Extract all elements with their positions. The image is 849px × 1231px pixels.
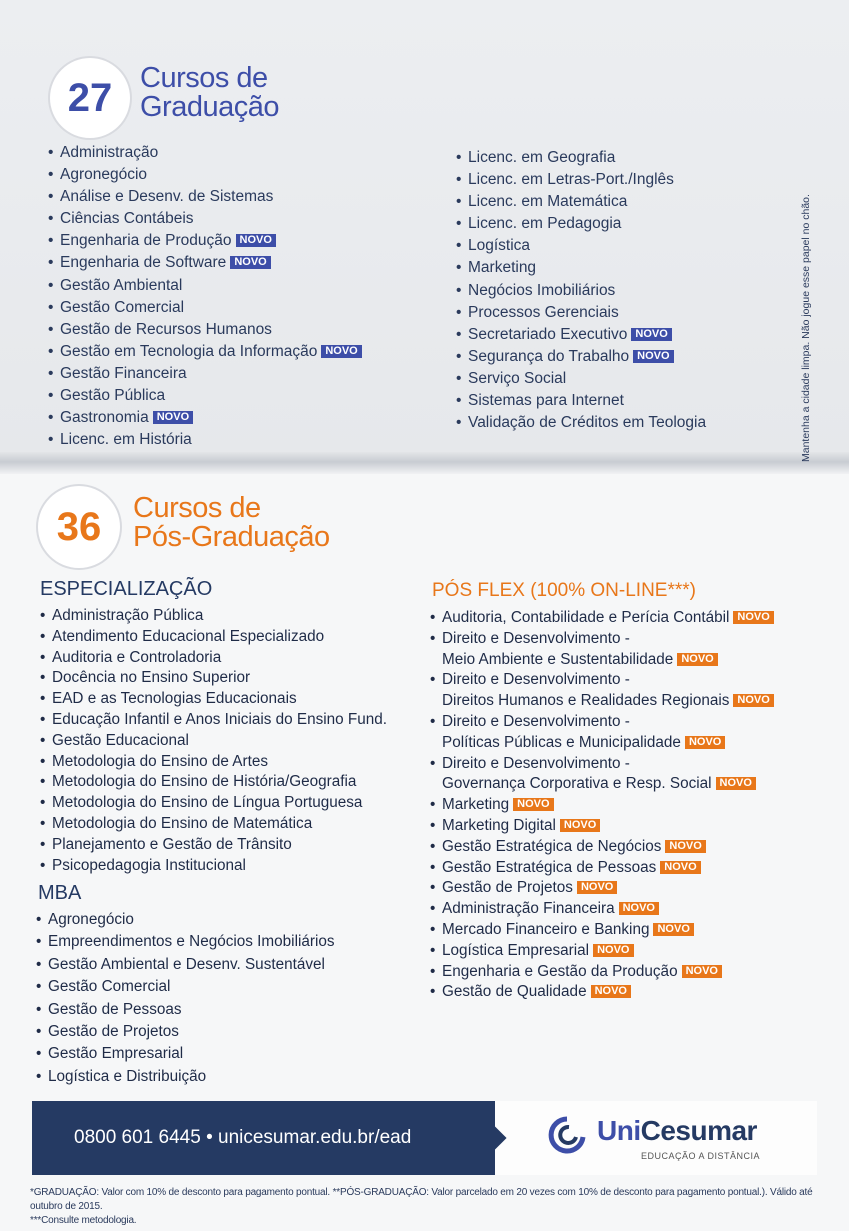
course-label: Políticas Públicas e Municipalidade [442,733,681,751]
course-item-continuation [430,650,774,671]
course-item [456,280,706,302]
especializacao-heading: ESPECIALIZAÇÃO [40,578,213,600]
course-item [456,368,706,390]
course-label: Marketing [442,796,510,814]
graduacao-title-line2: Graduação [140,91,279,123]
footnote-line1: *GRADUAÇÃO: Valor com 10% de desconto para pagamento pontual. **PÓS-GRADUAÇÃO: Valor parcelado em 20 vezes com 10% de desconto para pagamento pontual.). Válido até outubro de 2015. [30,1187,813,1212]
course-label: Licenc. em Letras-Port./Inglês [468,171,674,189]
course-item [430,816,774,837]
course-item [430,670,774,691]
course-item-continuation [430,733,774,754]
course-label: Processos Gerenciais [468,303,619,321]
course-item [456,412,706,434]
course-item: • Atendimento Educacional Especializado [40,627,387,648]
pos-title [133,494,330,552]
course-label: Licenc. em Geografia [468,149,616,166]
course-label: Marketing [468,259,537,277]
pos-flex-heading: PÓS FLEX (100% ON-LINE***) [432,580,696,601]
novo-badge: NOVO [577,881,617,894]
novo-badge: NOVO [236,234,276,247]
course-item [48,319,362,341]
unicesumar-logo-icon [545,1115,591,1155]
course-item [48,252,362,274]
course-item [48,164,362,186]
course-label: Gestão Pública [60,387,166,405]
pos-title-line2: Pós-Graduação [133,521,330,553]
course-label: Engenharia e Gestão da Produção [442,962,678,980]
pos-flex-list [430,608,774,1003]
novo-badge: NOVO [733,611,773,624]
course-item: • Gestão Comercial [36,976,335,998]
course-item [456,324,706,346]
novo-badge: NOVO [560,819,600,832]
course-item [456,235,706,257]
mba-list [36,909,335,1088]
novo-badge: NOVO [682,965,722,978]
novo-badge: NOVO [665,840,705,853]
course-item [430,920,774,941]
course-item: • Planejamento e Gestão de Trânsito [40,835,387,856]
footnote-line2: ***Consulte metodologia. [30,1215,137,1226]
course-item: • EAD e as Tecnologias Educacionais [40,689,387,710]
course-label: Logística Empresarial [442,941,590,959]
novo-badge: NOVO [685,736,725,749]
course-item: • Gestão Educacional [40,731,387,752]
novo-badge: NOVO [591,985,631,998]
course-item [456,191,706,213]
graduacao-list-right [456,147,706,434]
especializacao-list [40,606,387,876]
course-item [430,858,774,879]
course-label: Auditoria, Contabilidade e Perícia Contábil [442,609,730,626]
course-item [48,341,362,363]
course-label: Gestão Estratégica de Pessoas [442,858,657,876]
novo-badge: NOVO [593,944,633,957]
course-item [48,142,362,164]
footer-contact-bar [32,1101,495,1175]
novo-badge: NOVO [321,345,361,358]
unicesumar-logo [545,1113,805,1167]
course-label: Serviço Social [468,369,567,387]
course-label: Direitos Humanos e Realidades Regionais [442,692,730,710]
course-item: • Gestão de Pessoas [36,999,335,1021]
course-label: Análise e Desenv. de Sistemas [60,188,274,206]
pos-title-line1: Cursos de [133,492,261,524]
course-label: Administração Financeira [442,900,615,918]
course-item: • Gestão Empresarial [36,1043,335,1065]
course-item: • Educação Infantil e Anos Iniciais do Ensino Fund. [40,710,387,731]
course-label: Marketing Digital [442,816,556,834]
graduacao-list-left [48,142,362,451]
course-label: Engenharia de Software [60,254,227,272]
course-item [48,230,362,252]
novo-badge: NOVO [677,653,717,666]
course-label: Mercado Financeiro e Banking [442,920,650,938]
course-label: Gestão de Recursos Humanos [60,320,272,338]
course-label: Negócios Imobiliários [468,281,616,299]
course-item [430,629,774,650]
course-label: Gestão Comercial [60,298,185,316]
course-label: Administração [60,144,159,161]
novo-badge: NOVO [230,256,270,269]
course-item [48,407,362,429]
graduacao-count-badge [50,58,130,138]
course-item: • Docência no Ensino Superior [40,668,387,689]
course-label: Gestão Financeira [60,364,187,382]
novo-badge: NOVO [631,328,671,341]
course-item: • Metodologia do Ensino de Língua Portuguesa [40,793,387,814]
footer-contact[interactable]: 0800 601 6445 • unicesumar.edu.br/ead [74,1127,412,1148]
course-item [430,712,774,733]
course-label: Gestão em Tecnologia da Informação [60,342,318,360]
novo-badge: NOVO [153,411,193,424]
course-item [456,257,706,279]
brand-name [597,1115,757,1147]
course-item [456,390,706,412]
course-label: Gestão Estratégica de Negócios [442,837,662,855]
course-item [430,608,774,629]
course-label: Secretariado Executivo [468,325,628,343]
novo-badge: NOVO [716,777,756,790]
course-label: Governança Corporativa e Resp. Social [442,775,712,793]
course-item [456,213,706,235]
course-label: Segurança do Trabalho [468,347,630,365]
graduacao-title-line1: Cursos de [140,62,268,94]
novo-badge: NOVO [619,902,659,915]
course-item-continuation [430,691,774,712]
course-label: Licenc. em Pedagogia [468,215,622,233]
course-item: • Metodologia do Ensino de Matemática [40,814,387,835]
course-item: • Agronegócio [36,909,335,931]
course-item: • Metodologia do Ensino de Artes [40,752,387,773]
course-label: Gestão de Projetos [442,879,573,897]
course-item [430,941,774,962]
course-item [48,385,362,407]
course-label: Gestão Ambiental [60,276,183,294]
course-item [48,297,362,319]
course-item [456,169,706,191]
course-label: Agronegócio [60,166,148,184]
page-fold [0,452,849,474]
course-item: • Metodologia do Ensino de História/Geografia [40,772,387,793]
course-item [430,962,774,983]
pos-count-badge [38,486,120,568]
course-label: Meio Ambiente e Sustentabilidade [442,650,674,668]
course-item [430,754,774,775]
course-item [456,147,706,169]
side-note: Mantenha a cidade limpa. Não jogue esse papel no chão. [800,194,812,462]
course-item: • Administração Pública [40,606,387,627]
novo-badge: NOVO [660,861,700,874]
course-label: Validação de Créditos em Teologia [468,414,707,432]
course-label: Direito e Desenvolvimento - [442,712,630,730]
course-label: Direito e Desenvolvimento - [442,629,630,647]
brand-uni: Uni [597,1115,641,1146]
course-item [430,899,774,920]
course-item [430,878,774,899]
course-label: Ciências Contábeis [60,210,194,228]
mba-heading: MBA [38,882,82,904]
course-item: • Gestão Ambiental e Desenv. Sustentável [36,954,335,976]
course-item [430,837,774,858]
course-item [456,302,706,324]
novo-badge: NOVO [633,350,673,363]
course-item: • Logística e Distribuição [36,1066,335,1088]
course-label: Gestão de Qualidade [442,983,587,1001]
course-item [456,346,706,368]
course-label: Licenc. em Matemática [468,193,628,211]
novo-badge: NOVO [513,798,553,811]
course-item [48,275,362,297]
course-label: Engenharia de Produção [60,232,232,250]
course-item: • Auditoria e Controladoria [40,648,387,669]
course-item: • Gestão de Projetos [36,1021,335,1043]
course-label: Direito e Desenvolvimento - [442,754,630,772]
novo-badge: NOVO [733,694,773,707]
course-item: • Empreendimentos e Negócios Imobiliários [36,931,335,953]
course-item [430,982,774,1003]
course-label: Sistemas para Internet [468,392,624,410]
course-label: Gastronomia [60,409,149,427]
course-label: Licenc. em História [60,431,192,449]
course-item-continuation [430,774,774,795]
brand-cesumar: Cesumar [640,1115,757,1146]
footnote [30,1186,820,1228]
course-label: Logística [468,237,531,255]
course-item [48,186,362,208]
course-item: • Psicopedagogia Institucional [40,856,387,877]
course-item [48,363,362,385]
graduacao-title [140,64,279,122]
brand-subtitle: EDUCAÇÃO A DISTÂNCIA [641,1151,761,1161]
graduacao-count: 27 [67,75,113,120]
course-item [48,208,362,230]
course-item [48,429,362,451]
novo-badge: NOVO [653,923,693,936]
course-item [430,795,774,816]
pos-count: 36 [56,504,102,549]
course-label: Direito e Desenvolvimento - [442,671,630,689]
